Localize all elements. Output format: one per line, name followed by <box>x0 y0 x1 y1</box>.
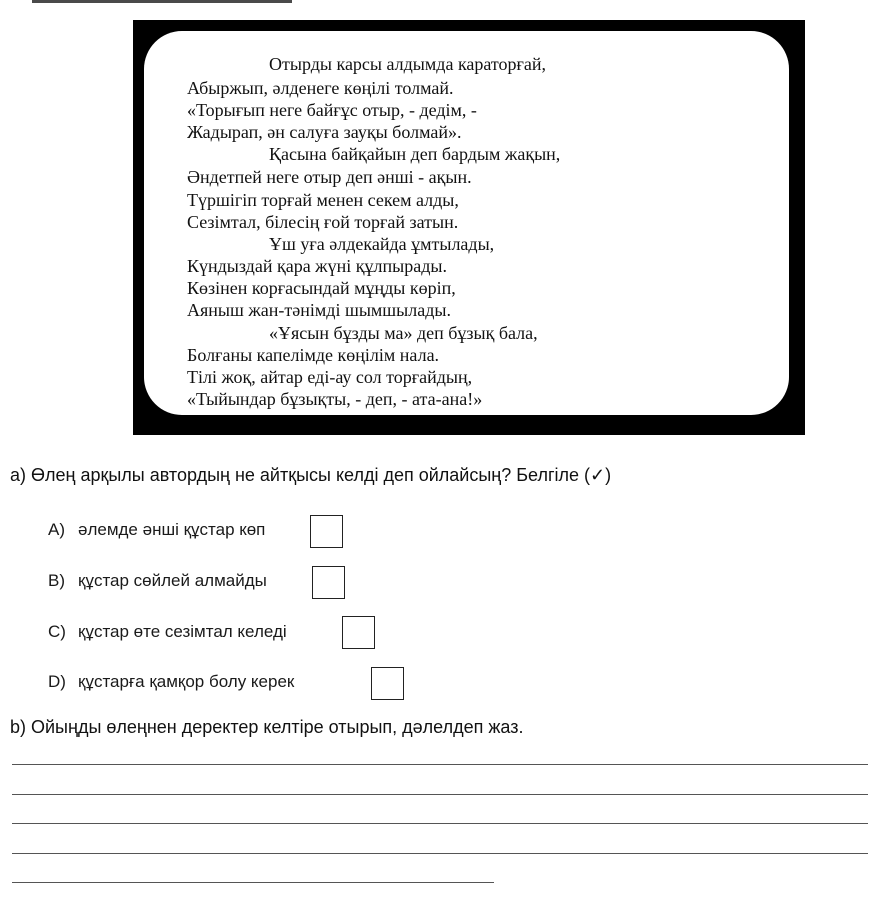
option-b <box>48 571 310 591</box>
poem-card <box>144 31 789 415</box>
question-a: а) Өлең арқылы автордың не айтқысы келді деп ойлайсың? Белгіле (✓) <box>10 465 612 485</box>
poem-line-4: Жадырап, ән салуға зауқы болмай». <box>187 122 462 142</box>
option-d-text: құстарға қамқор болу керек <box>78 672 295 691</box>
option-d-letter: D) <box>48 672 66 691</box>
option-b-checkbox[interactable] <box>312 566 345 599</box>
option-c-letter: C) <box>48 622 66 641</box>
poem-line-9: Ұш уға әлдекайда ұмтылады, <box>269 234 495 254</box>
option-a-letter: A) <box>48 520 65 539</box>
poem-line-5: Қасына байқайын деп бардым жақын, <box>269 144 561 164</box>
answer-line-4[interactable] <box>12 853 868 854</box>
answer-line-1[interactable] <box>12 764 868 765</box>
option-a-text: әлемде әнші құстар көп <box>78 520 266 539</box>
poem-line-11: Көзінен корғасындай мұңды көріп, <box>187 278 456 298</box>
poem-line-10: Күндыздай қара жүні құлпырады. <box>187 256 447 276</box>
answer-line-2[interactable] <box>12 794 868 795</box>
option-d-checkbox[interactable] <box>371 667 404 700</box>
top-edge-bar <box>32 0 292 3</box>
answer-line-3[interactable] <box>12 823 868 824</box>
poem-line-1: Отырды карсы алдымда караторғай, <box>269 54 547 74</box>
poem-line-14: Болғаны капелімде көңілім нала. <box>187 345 440 365</box>
option-a-checkbox[interactable] <box>310 515 343 548</box>
poem-line-7: Түршігіп торғай менен секем алды, <box>187 190 459 210</box>
poem-line-8: Сезімтал, білесің ғой торғай затын. <box>187 212 459 232</box>
option-a <box>48 520 310 540</box>
option-c <box>48 622 342 642</box>
poem-line-13: «Ұясын бұзды ма» деп бұзық бала, <box>269 323 538 343</box>
poem-line-16: «Тыйындар бұзықты, - деп, - ата-ана!» <box>187 389 483 409</box>
option-b-letter: B) <box>48 571 65 590</box>
poem-line-15: Тілі жоқ, айтар еді-ау сол торғайдың, <box>187 367 473 387</box>
poem-line-12: Аяныш жан-тәнімді шымшылады. <box>187 300 451 320</box>
poem-line-6: Әндетпей неге отыр деп әнші - ақын. <box>187 167 472 187</box>
option-b-text: құстар сөйлей алмайды <box>78 571 267 590</box>
answer-line-5[interactable] <box>12 882 494 883</box>
option-d <box>48 672 371 692</box>
option-c-text: құстар өте сезімтал келеді <box>78 622 287 641</box>
option-c-checkbox[interactable] <box>342 616 375 649</box>
poem-line-3: «Торығып неге байғұс отыр, - дедім, - <box>187 100 477 120</box>
poem-frame <box>133 20 805 435</box>
poem-line-2: Абыржып, әлденеге көңілі толмай. <box>187 78 454 98</box>
question-b: b) Ойыңды өлеңнен деректер келтіре отырып, дәлелдеп жаз. <box>10 717 524 737</box>
